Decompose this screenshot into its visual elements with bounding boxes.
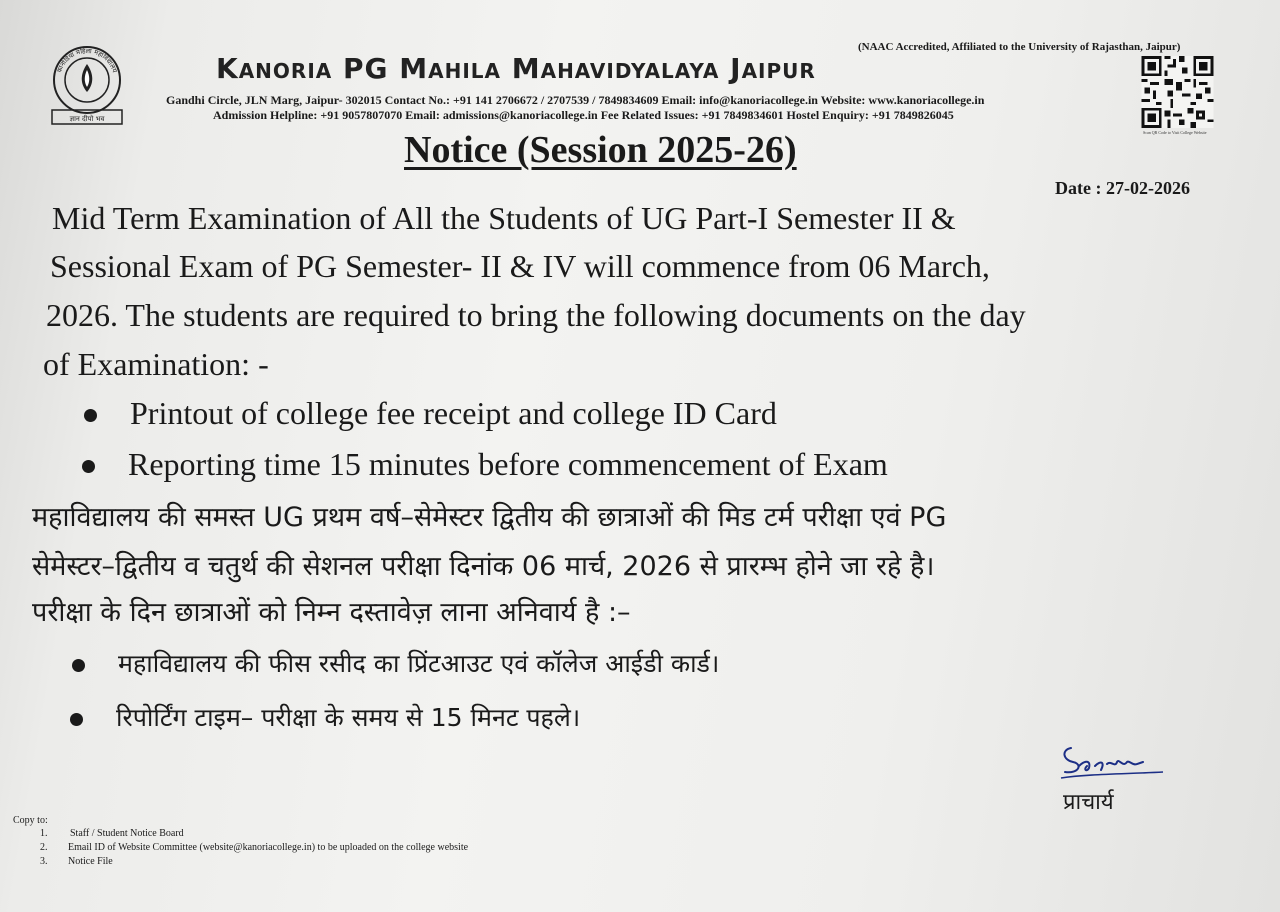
contact-line-2: Admission Helpline: +91 9057807070 Email: admissions@kanoriacollege.in Fee Related Issues: +91 7849834601 Hostel Enquiry: +91 7849826045 xyxy=(213,108,954,122)
hindi-line-3: परीक्षा के दिन छात्राओं को निम्न दस्तावेज़ लाना अनिवार्य है :– xyxy=(32,597,631,628)
contact-line-1: Gandhi Circle, JLN Marg, Jaipur- 302015 Contact No.: +91 141 2706672 / 2707539 / 7849834609 Email: info@kanoriacollege.in Website: www.kanoriacollege.in xyxy=(166,93,985,107)
hindi-bullet-2: रिपोर्टिंग टाइम– परीक्षा के समय से 15 मिनट पहले। xyxy=(116,703,581,732)
bullet-dot xyxy=(70,713,83,726)
english-bullet-1: Printout of college fee receipt and college ID Card xyxy=(130,395,777,431)
qr-code xyxy=(1140,56,1215,128)
bullet-dot xyxy=(84,409,97,422)
hindi-line-1: महाविद्यालय की समस्त UG प्रथम वर्ष–सेमेस्टर द्वितीय की छात्राओं की मिड टर्म परीक्षा एवं PG xyxy=(32,502,947,533)
bullet-dot xyxy=(72,659,85,672)
accreditation-note: (NAAC Accredited, Affiliated to the University of Rajasthan, Jaipur) xyxy=(858,41,1181,53)
svg-text:कानोडिया महिला महाविद्यालय: कानोडिया महिला महाविद्यालय xyxy=(55,46,119,74)
svg-text:ज्ञान दीपो भव: ज्ञान दीपो भव xyxy=(69,115,105,123)
english-line-2: Sessional Exam of PG Semester- II & IV will commence from 06 March, xyxy=(50,248,990,284)
english-line-4: of Examination: - xyxy=(43,346,269,382)
qr-caption: Scan QR Code to Visit College Website xyxy=(1143,130,1207,135)
college-name: Kanoria PG Mahila Mahavidyalaya Jaipur xyxy=(216,52,816,85)
college-logo xyxy=(44,44,130,130)
english-bullet-2: Reporting time 15 minutes before commencement of Exam xyxy=(128,446,888,482)
english-line-3: 2026. The students are required to bring the following documents on the day xyxy=(46,297,1026,333)
copy-to-label: Copy to: xyxy=(13,815,48,826)
notice-document: ज्ञान दीपो भव कानोडिया महिला महाविद्यालय (NAAC Accredited, Affiliated to the University of Rajasthan, Jaipur) Kanoria PG Mahila Mahavidyalaya Jaipur Gandhi Circle, JLN Marg, Jaipur- 302015 Contact No.: +91 141 2706672 / 2707539 / 7849834609 Email: info@kanoriacollege.in Website: www.kanoriacollege.in Admission Helpline: +91 9057807070 Email: admissions@kanoriacollege.in Fee Related Issues: +91 7849834601 Hostel Enquiry: +91 7849826045 Scan QR Code to Visit College Website Notice (Session 2025-26) Date : 27-02-2026 Mid Term Examination of All the Students of UG Part-I Semester II & Sessional Exam of PG Semester- II & IV will commence from 06 March, 2026. The students are required to bring the following documents on the day of Examination: - Printout of college fee receipt and college ID Card Reporting time 15 minutes before commencement of Exam महाविद्यालय की समस्त UG प्रथम वर्ष–सेमेस्टर द्वितीय की छात्राओं की मिड टर्म परीक्षा एवं PG सेमेस्टर–द्वितीय व चतुर्थ की सेशनल परीक्षा दिनांक 06 मार्च, 2026 से प्रारम्भ होने जा रहे है। परीक्षा के दिन छात्राओं को निम्न दस्तावेज़ लाना अनिवार्य है :– महाविद्यालय की फीस रसीद का प्रिंटआउट एवं कॉलेज आईडी कार्ड। रिपोर्टिंग टाइम– परीक्षा के समय से 15 मिनट पहले। प्राचार्य Copy to: 1. Staff / Student Notice Board 2. Email ID of Website Committee (website@kanoriacollege.in) to be uploaded on the college website 3. Notice File xyxy=(0,0,1280,912)
hindi-bullet-1: महाविद्यालय की फीस रसीद का प्रिंटआउट एवं कॉलेज आईडी कार्ड। xyxy=(118,649,720,678)
notice-date: Date : 27-02-2026 xyxy=(1055,178,1190,198)
bullet-dot xyxy=(82,460,95,473)
hindi-line-2: सेमेस्टर–द्वितीय व चतुर्थ की सेशनल परीक्षा दिनांक 06 मार्च, 2026 से प्रारम्भ होने जा रहे है। xyxy=(32,551,935,582)
english-line-1: Mid Term Examination of All the Students of UG Part-I Semester II & xyxy=(52,200,956,236)
notice-title: Notice (Session 2025-26) xyxy=(404,129,797,171)
principal-signature xyxy=(1057,738,1167,784)
principal-designation: प्राचार्य xyxy=(1063,790,1114,815)
